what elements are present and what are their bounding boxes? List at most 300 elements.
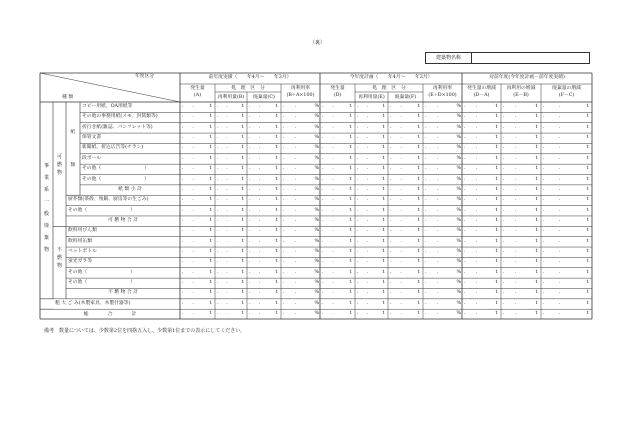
cell-lead-dot: . bbox=[390, 176, 392, 182]
cell-decimal: . bbox=[192, 145, 194, 151]
cell-unit: t bbox=[586, 135, 589, 141]
cell-percent: % bbox=[456, 135, 462, 141]
header-diff-reuse-sym: (E－B) bbox=[513, 93, 529, 98]
cell-lead-dot: . bbox=[182, 300, 184, 306]
cell-lead-dot: . bbox=[283, 269, 285, 275]
cell-lead-dot: . bbox=[217, 166, 219, 172]
cell-lead-dot: . bbox=[503, 197, 505, 203]
cell-lead-dot: . bbox=[464, 238, 466, 244]
cell-decimal: . bbox=[226, 114, 228, 120]
cell-lead-dot: . bbox=[283, 300, 285, 306]
cell-decimal: . bbox=[475, 238, 478, 244]
cell-lead-dot: . bbox=[425, 238, 427, 244]
cell-lead-dot: . bbox=[425, 280, 427, 286]
cell-unit: t bbox=[586, 290, 589, 296]
cell-percent: % bbox=[456, 186, 462, 192]
cell-decimal: . bbox=[366, 104, 369, 109]
row-label: 厨芥類(茶殻、残飯、厨房等の生ごみ) bbox=[68, 197, 149, 203]
cell-unit: t bbox=[349, 104, 352, 109]
cell-lead-dot: . bbox=[464, 104, 466, 109]
cell-lead-dot: . bbox=[543, 166, 545, 172]
cell-decimal: . bbox=[366, 176, 369, 182]
cell-percent: % bbox=[456, 217, 462, 223]
cell-lead-dot: . bbox=[249, 114, 251, 120]
cell-lead-dot: . bbox=[543, 135, 545, 141]
cell-decimal: . bbox=[192, 166, 194, 172]
cell-unit: t bbox=[241, 176, 244, 182]
cell-decimal: . bbox=[436, 176, 439, 182]
cell-decimal: . bbox=[475, 259, 478, 265]
cell-decimal: . bbox=[515, 269, 517, 275]
row-label: 折行き紙(雑誌、パンフレット等) bbox=[82, 124, 153, 130]
cell-percent: % bbox=[456, 207, 462, 213]
cell-decimal: . bbox=[515, 186, 517, 192]
cell-decimal: . bbox=[436, 228, 439, 234]
cell-unit: t bbox=[241, 155, 244, 161]
cell-decimal: . bbox=[192, 114, 194, 120]
cell-decimal: . bbox=[366, 124, 369, 130]
cell-decimal: . bbox=[515, 197, 517, 203]
cell-unit: t bbox=[382, 186, 385, 192]
cell-decimal: . bbox=[475, 186, 478, 192]
cell-lead-dot: . bbox=[543, 207, 545, 213]
cell-lead-dot: . bbox=[390, 155, 392, 161]
cell-lead-dot: . bbox=[464, 114, 466, 120]
cell-unit: t bbox=[495, 280, 498, 286]
cell-lead-dot: . bbox=[217, 217, 219, 223]
cell-lead-dot: . bbox=[464, 290, 466, 296]
cell-unit: t bbox=[349, 114, 352, 120]
cell-lead-dot: . bbox=[464, 145, 466, 151]
cell-unit: t bbox=[495, 155, 498, 161]
cell-unit: t bbox=[382, 135, 385, 141]
cell-decimal: . bbox=[475, 104, 478, 109]
cell-unit: t bbox=[417, 300, 420, 306]
header-rate-1: 再利用率 bbox=[290, 86, 311, 91]
cell-lead-dot: . bbox=[217, 197, 219, 203]
cell-lead-dot: . bbox=[217, 207, 219, 213]
cell-decimal: . bbox=[226, 176, 228, 182]
cell-unit: t bbox=[535, 280, 538, 286]
cell-decimal: . bbox=[558, 104, 561, 109]
cell-unit: t bbox=[586, 176, 589, 182]
cell-unit: t bbox=[586, 300, 589, 306]
cell-unit: t bbox=[417, 228, 420, 234]
cell-lead-dot: . bbox=[503, 186, 505, 192]
header-rate-1-formula: (B÷A×100) bbox=[286, 93, 315, 98]
cell-unit: t bbox=[241, 166, 244, 172]
cell-decimal: . bbox=[475, 311, 478, 317]
cell-decimal: . bbox=[258, 124, 261, 130]
cell-lead-dot: . bbox=[182, 311, 184, 317]
cell-decimal: . bbox=[192, 300, 194, 306]
cell-decimal: . bbox=[192, 269, 194, 275]
cell-lead-dot: . bbox=[283, 217, 285, 223]
cell-decimal: . bbox=[258, 145, 261, 151]
cell-unit: t bbox=[209, 311, 212, 317]
side-paper: 紙 bbox=[70, 130, 76, 135]
cell-percent: % bbox=[314, 176, 320, 182]
cell-decimal: . bbox=[515, 145, 517, 151]
cell-decimal: . bbox=[258, 207, 261, 213]
cell-lead-dot: . bbox=[322, 259, 324, 265]
cell-decimal: . bbox=[332, 238, 334, 244]
cell-unit: t bbox=[495, 176, 498, 182]
cell-lead-dot: . bbox=[182, 135, 184, 141]
cell-percent: % bbox=[314, 114, 320, 120]
cell-lead-dot: . bbox=[217, 145, 219, 151]
cell-decimal: . bbox=[192, 290, 194, 296]
cell-decimal: . bbox=[332, 269, 334, 275]
cell-lead-dot: . bbox=[390, 269, 392, 275]
header-reuse-b: 再利用量(B) bbox=[217, 94, 245, 100]
cell-unit: t bbox=[382, 176, 385, 182]
cell-lead-dot: . bbox=[217, 249, 219, 255]
cell-decimal: . bbox=[558, 259, 561, 265]
cell-lead-dot: . bbox=[283, 197, 285, 203]
cell-decimal: . bbox=[366, 249, 369, 255]
cell-unit: t bbox=[241, 104, 244, 109]
cell-decimal: . bbox=[475, 166, 478, 172]
cell-unit: t bbox=[382, 228, 385, 234]
cell-unit: t bbox=[241, 217, 244, 223]
cell-lead-dot: . bbox=[217, 300, 219, 306]
cell-unit: t bbox=[586, 197, 589, 203]
cell-lead-dot: . bbox=[357, 280, 359, 286]
cell-decimal: . bbox=[294, 280, 297, 286]
cell-decimal: . bbox=[332, 197, 334, 203]
header-gen-d-sym: (D) bbox=[333, 93, 342, 98]
cell-unit: t bbox=[535, 176, 538, 182]
cell-unit: t bbox=[586, 145, 589, 151]
cell-decimal: . bbox=[366, 166, 369, 172]
cell-percent: % bbox=[456, 155, 462, 161]
cell-decimal: . bbox=[226, 228, 228, 234]
cell-percent: % bbox=[314, 280, 320, 286]
cell-unit: t bbox=[535, 104, 538, 109]
cell-unit: t bbox=[275, 186, 278, 192]
cell-lead-dot: . bbox=[390, 197, 392, 203]
cell-percent: % bbox=[314, 311, 320, 317]
header-kind: 種 類 bbox=[62, 95, 74, 100]
cell-decimal: . bbox=[400, 155, 402, 161]
cell-lead-dot: . bbox=[322, 228, 324, 234]
cell-decimal: . bbox=[436, 290, 439, 296]
cell-percent: % bbox=[314, 228, 320, 234]
cell-lead-dot: . bbox=[182, 269, 184, 275]
cell-unit: t bbox=[417, 145, 420, 151]
cell-unit: t bbox=[241, 145, 244, 151]
cell-lead-dot: . bbox=[322, 114, 324, 120]
cell-unit: t bbox=[417, 186, 420, 192]
cell-lead-dot: . bbox=[182, 259, 184, 265]
cell-decimal: . bbox=[400, 259, 402, 265]
cell-decimal: . bbox=[294, 145, 297, 151]
cell-decimal: . bbox=[294, 228, 297, 234]
cell-decimal: . bbox=[558, 217, 561, 223]
cell-lead-dot: . bbox=[543, 176, 545, 182]
cell-decimal: . bbox=[475, 135, 478, 141]
cell-decimal: . bbox=[258, 269, 261, 275]
cell-lead-dot: . bbox=[503, 114, 505, 120]
row-label: 粗 大 ご み(木製家具、木製什器等) bbox=[55, 300, 131, 306]
cell-percent: % bbox=[456, 166, 462, 172]
cell-lead-dot: . bbox=[464, 269, 466, 275]
cell-decimal: . bbox=[226, 197, 228, 203]
cell-decimal: . bbox=[294, 124, 297, 130]
cell-decimal: . bbox=[475, 124, 478, 130]
cell-unit: t bbox=[209, 280, 212, 286]
cell-decimal: . bbox=[258, 186, 261, 192]
cell-lead-dot: . bbox=[249, 145, 251, 151]
header-fiscal-year: 年度区分 bbox=[135, 74, 155, 79]
cell-unit: t bbox=[349, 207, 352, 213]
cell-lead-dot: . bbox=[322, 145, 324, 151]
cell-unit: t bbox=[417, 176, 420, 182]
cell-unit: t bbox=[209, 197, 212, 203]
cell-unit: t bbox=[382, 104, 385, 109]
cell-lead-dot: . bbox=[217, 228, 219, 234]
cell-decimal: . bbox=[226, 280, 228, 286]
cell-percent: % bbox=[456, 249, 462, 255]
cell-lead-dot: . bbox=[217, 280, 219, 286]
cell-unit: t bbox=[535, 269, 538, 275]
cell-decimal: . bbox=[436, 166, 439, 172]
cell-unit: t bbox=[586, 280, 589, 286]
cell-decimal: . bbox=[436, 186, 439, 192]
cell-lead-dot: . bbox=[357, 124, 359, 130]
cell-lead-dot: . bbox=[390, 228, 392, 234]
cell-decimal: . bbox=[558, 300, 561, 306]
cell-unit: t bbox=[495, 197, 498, 203]
cell-unit: t bbox=[241, 207, 244, 213]
cell-unit: t bbox=[417, 135, 420, 141]
cell-lead-dot: . bbox=[390, 217, 392, 223]
cell-decimal: . bbox=[558, 238, 561, 244]
cell-decimal: . bbox=[294, 290, 297, 296]
page-mark: （裏） bbox=[310, 40, 326, 46]
cell-decimal: . bbox=[192, 280, 194, 286]
cell-lead-dot: . bbox=[425, 269, 427, 275]
cell-decimal: . bbox=[515, 300, 517, 306]
cell-decimal: . bbox=[332, 311, 334, 317]
cell-unit: t bbox=[495, 238, 498, 244]
cell-decimal: . bbox=[475, 217, 478, 223]
cell-lead-dot: . bbox=[182, 104, 184, 109]
cell-decimal: . bbox=[294, 186, 297, 192]
cell-unit: t bbox=[349, 217, 352, 223]
cell-unit: t bbox=[275, 269, 278, 275]
cell-decimal: . bbox=[192, 238, 194, 244]
cell-lead-dot: . bbox=[503, 135, 505, 141]
cell-unit: t bbox=[535, 259, 538, 265]
cell-unit: t bbox=[417, 311, 420, 317]
cell-decimal: . bbox=[475, 290, 478, 296]
cell-lead-dot: . bbox=[249, 259, 251, 265]
side-noncombustible: 不 燃 物 bbox=[56, 247, 62, 269]
cell-percent: % bbox=[314, 238, 320, 244]
cell-unit: t bbox=[275, 300, 278, 306]
cell-decimal: . bbox=[332, 145, 334, 151]
cell-unit: t bbox=[417, 269, 420, 275]
cell-lead-dot: . bbox=[464, 186, 466, 192]
cell-lead-dot: . bbox=[543, 311, 545, 317]
cell-decimal: . bbox=[192, 249, 194, 255]
cell-decimal: . bbox=[258, 104, 261, 109]
cell-unit: t bbox=[275, 280, 278, 286]
row-label: その他（ ） bbox=[68, 280, 136, 286]
cell-unit: t bbox=[535, 249, 538, 255]
cell-unit: t bbox=[495, 249, 498, 255]
cell-decimal: . bbox=[558, 166, 561, 172]
cell-decimal: . bbox=[332, 104, 334, 109]
cell-lead-dot: . bbox=[503, 300, 505, 306]
cell-decimal: . bbox=[436, 269, 439, 275]
cell-unit: t bbox=[209, 145, 212, 151]
cell-lead-dot: . bbox=[464, 135, 466, 141]
cell-decimal: . bbox=[558, 124, 561, 130]
cell-unit: t bbox=[495, 290, 498, 296]
cell-unit: t bbox=[586, 259, 589, 265]
cell-decimal: . bbox=[436, 311, 439, 317]
cell-lead-dot: . bbox=[182, 166, 184, 172]
cell-unit: t bbox=[209, 238, 212, 244]
cell-unit: t bbox=[535, 186, 538, 192]
cell-unit: t bbox=[349, 300, 352, 306]
cell-lead-dot: . bbox=[357, 186, 359, 192]
cell-unit: t bbox=[495, 104, 498, 109]
cell-decimal: . bbox=[366, 269, 369, 275]
cell-percent: % bbox=[456, 104, 462, 109]
cell-decimal: . bbox=[436, 114, 439, 120]
cell-unit: t bbox=[535, 145, 538, 151]
cell-percent: % bbox=[314, 300, 320, 306]
cell-lead-dot: . bbox=[390, 238, 392, 244]
cell-lead-dot: . bbox=[390, 259, 392, 265]
cell-unit: t bbox=[417, 259, 420, 265]
cell-unit: t bbox=[209, 176, 212, 182]
cell-decimal: . bbox=[475, 269, 478, 275]
cell-lead-dot: . bbox=[464, 228, 466, 234]
cell-unit: t bbox=[209, 124, 212, 130]
cell-lead-dot: . bbox=[182, 290, 184, 296]
cell-unit: t bbox=[275, 176, 278, 182]
cell-lead-dot: . bbox=[543, 114, 545, 120]
cell-unit: t bbox=[241, 300, 244, 306]
cell-decimal: . bbox=[258, 249, 261, 255]
side-paper-class: 類 bbox=[70, 163, 76, 168]
cell-unit: t bbox=[241, 290, 244, 296]
cell-lead-dot: . bbox=[390, 145, 392, 151]
cell-unit: t bbox=[349, 176, 352, 182]
cell-unit: t bbox=[535, 311, 538, 317]
cell-lead-dot: . bbox=[217, 104, 219, 109]
cell-lead-dot: . bbox=[390, 207, 392, 213]
cell-lead-dot: . bbox=[249, 186, 251, 192]
cell-unit: t bbox=[535, 124, 538, 130]
cell-decimal: . bbox=[226, 300, 228, 306]
cell-unit: t bbox=[349, 197, 352, 203]
cell-decimal: . bbox=[515, 259, 517, 265]
cell-decimal: . bbox=[475, 280, 478, 286]
cell-lead-dot: . bbox=[543, 104, 545, 109]
cell-decimal: . bbox=[332, 207, 334, 213]
cell-unit: t bbox=[586, 155, 589, 161]
cell-lead-dot: . bbox=[217, 269, 219, 275]
cell-percent: % bbox=[314, 145, 320, 151]
cell-decimal: . bbox=[294, 300, 297, 306]
cell-lead-dot: . bbox=[283, 114, 285, 120]
cell-decimal: . bbox=[226, 207, 228, 213]
cell-decimal: . bbox=[475, 114, 478, 120]
cell-unit: t bbox=[209, 114, 212, 120]
cell-decimal: . bbox=[192, 124, 194, 130]
cell-lead-dot: . bbox=[357, 217, 359, 223]
cell-decimal: . bbox=[226, 290, 228, 296]
cell-unit: t bbox=[382, 197, 385, 203]
cell-lead-dot: . bbox=[283, 238, 285, 244]
cell-unit: t bbox=[586, 104, 589, 109]
row-label-total: 総 合 計 bbox=[83, 311, 137, 317]
cell-decimal: . bbox=[400, 104, 402, 109]
cell-lead-dot: . bbox=[249, 269, 251, 275]
cell-lead-dot: . bbox=[390, 300, 392, 306]
cell-decimal: . bbox=[226, 155, 228, 161]
side-business-waste: 事 業 系 一 般 廃 棄 物 bbox=[43, 163, 49, 253]
cell-decimal: . bbox=[294, 197, 297, 203]
cell-decimal: . bbox=[294, 135, 297, 141]
cell-lead-dot: . bbox=[503, 166, 505, 172]
cell-decimal: . bbox=[558, 186, 561, 192]
cell-unit: t bbox=[275, 124, 278, 130]
cell-decimal: . bbox=[258, 228, 261, 234]
cell-decimal: . bbox=[366, 217, 369, 223]
cell-unit: t bbox=[275, 249, 278, 255]
cell-lead-dot: . bbox=[503, 176, 505, 182]
cell-unit: t bbox=[209, 104, 212, 109]
cell-lead-dot: . bbox=[249, 300, 251, 306]
cell-lead-dot: . bbox=[322, 217, 324, 223]
cell-lead-dot: . bbox=[503, 228, 505, 234]
row-label: その他（ ） bbox=[68, 269, 136, 275]
cell-lead-dot: . bbox=[217, 135, 219, 141]
cell-unit: t bbox=[535, 207, 538, 213]
cell-decimal: . bbox=[515, 228, 517, 234]
cell-unit: t bbox=[241, 114, 244, 120]
cell-lead-dot: . bbox=[390, 311, 392, 317]
cell-lead-dot: . bbox=[357, 290, 359, 296]
cell-unit: t bbox=[495, 269, 498, 275]
cell-percent: % bbox=[314, 186, 320, 192]
cell-decimal: . bbox=[258, 259, 261, 265]
cell-decimal: . bbox=[558, 155, 561, 161]
cell-lead-dot: . bbox=[217, 259, 219, 265]
cell-decimal: . bbox=[400, 311, 402, 317]
building-name-label: 建築物名称 bbox=[426, 53, 472, 63]
cell-decimal: . bbox=[400, 300, 402, 306]
header-rate-2: 再利用率 bbox=[432, 86, 453, 91]
cell-unit: t bbox=[417, 249, 420, 255]
cell-lead-dot: . bbox=[464, 155, 466, 161]
cell-unit: t bbox=[241, 186, 244, 192]
cell-decimal: . bbox=[475, 300, 478, 306]
cell-lead-dot: . bbox=[464, 280, 466, 286]
row-label: 保管文書 bbox=[82, 135, 102, 141]
cell-unit: t bbox=[382, 217, 385, 223]
cell-decimal: . bbox=[515, 217, 517, 223]
cell-decimal: . bbox=[558, 311, 561, 317]
cell-lead-dot: . bbox=[249, 238, 251, 244]
